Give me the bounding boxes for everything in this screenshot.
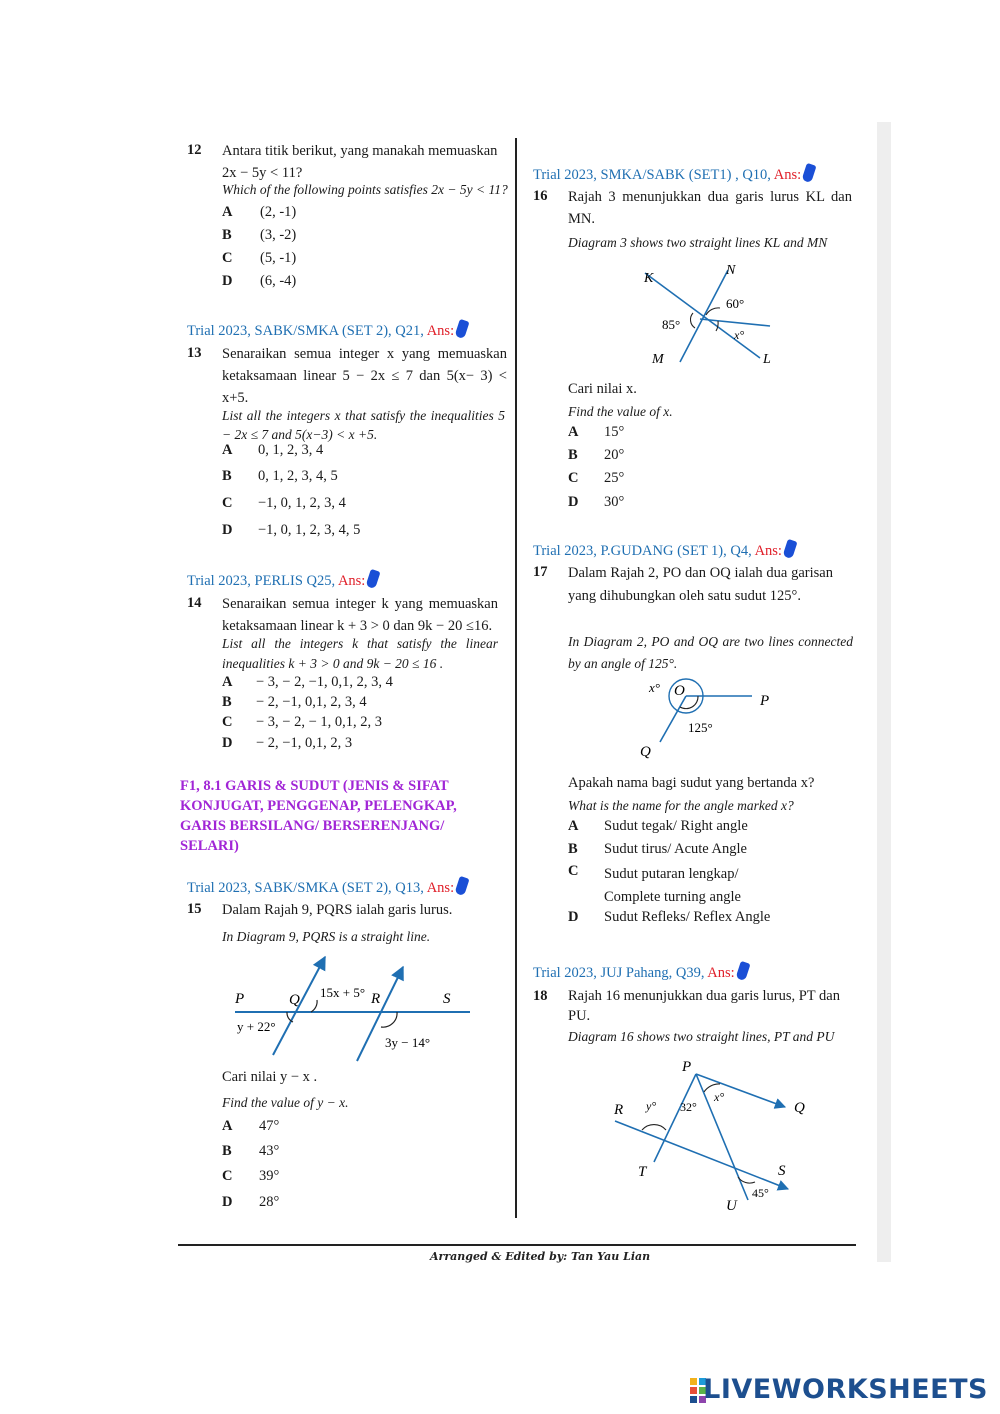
q16-text-en: Diagram 3 shows two straight lines KL and MN xyxy=(568,235,828,250)
option-letter: D xyxy=(222,735,233,751)
q15-source xyxy=(187,877,467,897)
pencil-icon[interactable] xyxy=(366,569,381,589)
pencil-icon[interactable] xyxy=(735,961,750,981)
option-value: − 3, − 2, − 1, 0,1, 2, 3 xyxy=(256,714,383,730)
q18-text-ms: Rajah 16 menunjukkan dua garis lurus, PT dan PU. xyxy=(568,988,840,1024)
q13-text-en: List all the integers x that satisfy the inequalities 5 − 2x ≤ 7 and 5(x−3) < x +5. xyxy=(222,408,505,442)
q12-number: 12 xyxy=(187,142,202,158)
pencil-icon[interactable] xyxy=(802,163,817,183)
option-letter: B xyxy=(568,841,578,857)
option-value: −1, 0, 1, 2, 3, 4 xyxy=(258,495,346,511)
option-letter: A xyxy=(568,424,579,440)
angle-60: 60° xyxy=(726,296,745,311)
option-letter: A xyxy=(222,674,233,690)
option-letter: B xyxy=(222,1143,232,1159)
angle-85: 85° xyxy=(662,317,681,332)
ans-label: Ans: xyxy=(337,573,366,589)
option-value: 15° xyxy=(604,424,625,440)
q18-text-en: Diagram 16 shows two straight lines, PT and PU xyxy=(568,1029,835,1044)
option-value: Sudut tirus/ Acute Angle xyxy=(604,841,747,857)
option-letter: A xyxy=(568,818,579,834)
option-letter: B xyxy=(222,468,232,484)
option-value: 28° xyxy=(259,1194,280,1210)
q16-diagram xyxy=(630,258,790,370)
option-letter: A xyxy=(222,442,233,458)
option-letter: D xyxy=(568,909,579,925)
option-letter: B xyxy=(222,227,232,243)
option-value: 20° xyxy=(604,447,625,463)
label-u: U xyxy=(726,1198,737,1214)
label-t: T xyxy=(638,1164,647,1180)
label-r: R xyxy=(371,991,381,1007)
option-value: 0, 1, 2, 3, 4, 5 xyxy=(258,468,338,484)
angle-15x: 15x + 5° xyxy=(320,985,366,1000)
angle-x-label: x° xyxy=(649,680,660,695)
option-value: 30° xyxy=(604,494,625,510)
option-value: Sudut tegak/ Right angle xyxy=(604,818,748,834)
ans-label: Ans: xyxy=(426,323,455,339)
angle-y: y° xyxy=(646,1099,657,1113)
option-letter: C xyxy=(222,495,233,511)
source-text: Trial 2023, P.GUDANG (SET 1), Q4, xyxy=(533,543,752,559)
angle-y22: y + 22° xyxy=(237,1019,276,1034)
q14-text-en: List all the integers k that satisfy the linear inequalities k + 3 > 0 and 9k − 20 ≤ 16 . xyxy=(222,636,498,671)
option-value: Sudut Refleks/ Reflex Angle xyxy=(604,909,771,925)
pencil-icon[interactable] xyxy=(455,876,470,896)
line-mn xyxy=(680,270,728,362)
option-value: − 2, −1, 0,1, 2, 3, 4 xyxy=(256,694,367,710)
option-letter: A xyxy=(222,1118,233,1134)
q16-source xyxy=(533,164,814,184)
q13-source xyxy=(187,320,467,340)
option-letter: D xyxy=(222,273,233,289)
label-s: S xyxy=(443,991,451,1007)
q17-question-ms: Apakah nama bagi sudut yang bertanda x? xyxy=(568,775,815,791)
option-letter: C xyxy=(568,470,579,486)
label-q: Q xyxy=(794,1100,805,1116)
q13-number: 13 xyxy=(187,345,202,361)
label-q: Q xyxy=(640,744,651,760)
ans-label: Ans: xyxy=(754,543,782,559)
q16-text-ms: Rajah 3 menunjukkan dua garis lurus KL dan MN. xyxy=(568,189,852,227)
option-letter: C xyxy=(222,250,233,266)
ray-oq xyxy=(660,696,686,742)
angle-3y14: 3y − 14° xyxy=(385,1035,431,1050)
q17-number: 17 xyxy=(533,564,548,580)
option-letter: B xyxy=(568,447,578,463)
footer-rule xyxy=(178,1244,856,1246)
pencil-icon[interactable] xyxy=(455,319,470,339)
q14-number: 14 xyxy=(187,595,202,611)
option-letter: C xyxy=(222,1168,233,1184)
option-letter: B xyxy=(222,694,232,710)
q12-text-ms: Antara titik berikut, yang manakah memuaskan 2x − 5y < 11? xyxy=(222,143,498,181)
option-value: 43° xyxy=(259,1143,280,1159)
q17-source xyxy=(533,540,795,560)
label-l: L xyxy=(763,352,771,367)
page-edge-strip xyxy=(877,122,891,1262)
option-value: − 2, −1, 0,1, 2, 3 xyxy=(256,735,353,751)
ans-label: Ans: xyxy=(707,965,735,981)
ans-label: Ans: xyxy=(773,167,802,183)
label-r: R xyxy=(614,1102,624,1118)
q16-number: 16 xyxy=(533,188,548,204)
label-p: P xyxy=(682,1059,692,1075)
option-value: 39° xyxy=(259,1168,280,1184)
q13-text-ms: Senaraikan semua integer x yang memuaskan ketaksamaan linear 5 − 2x ≤ 7 dan 5(x− 3) < x+5. xyxy=(222,346,507,406)
q15-text-en: In Diagram 9, PQRS is a straight line. xyxy=(222,929,431,944)
label-k: K xyxy=(644,271,654,286)
source-text: Trial 2023, SMKA/SABK (SET1) , Q10, xyxy=(533,167,771,183)
q15-text-ms: Dalam Rajah 9, PQRS ialah garis lurus. xyxy=(222,902,453,918)
ray-pq xyxy=(696,1074,785,1107)
option-letter: A xyxy=(222,204,233,220)
ans-label: Ans: xyxy=(426,880,455,896)
column-divider xyxy=(515,138,517,1218)
angle-x: x° xyxy=(734,328,745,342)
q15-diagram xyxy=(225,955,495,1065)
angle-32: 32° xyxy=(680,1100,697,1114)
q17-text-ms: Dalam Rajah 2, PO dan OQ ialah dua garisan yang dihubungkan oleh satu sudut 125°. xyxy=(568,565,833,604)
option-letter: D xyxy=(222,522,233,538)
option-value: (6, -4) xyxy=(260,273,297,289)
label-p: P xyxy=(760,693,770,709)
angle-125: 125° xyxy=(688,720,713,735)
angle-x: x° xyxy=(714,1090,725,1104)
q16-find-en: Find the value of x. xyxy=(568,404,673,419)
q14-source xyxy=(187,570,378,590)
source-text: Trial 2023, PERLIS Q25, xyxy=(187,573,336,589)
option-letter: C xyxy=(568,863,579,879)
option-letter: D xyxy=(568,494,579,510)
q12-text-en: Which of the following points satisfies 2x − 5y < 11? xyxy=(222,182,508,197)
option-letter: D xyxy=(222,1194,233,1210)
line-pt xyxy=(654,1074,696,1162)
section-title: F1, 8.1 GARIS & SUDUT (JENIS & SIFAT KONJUGAT, PENGGENAP, PELENGKAP, GARIS BERSILANG/ BERSERENJANG/ SELARI) xyxy=(180,778,457,854)
label-s: S xyxy=(778,1163,786,1179)
q15-number: 15 xyxy=(187,901,202,917)
angle-45: 45° xyxy=(752,1186,769,1200)
label-o: O xyxy=(674,683,685,699)
q15-find-ms: Cari nilai y − x . xyxy=(222,1069,318,1085)
ray-x xyxy=(700,319,770,326)
label-m: M xyxy=(652,352,664,367)
brand-logo-text: LIVEWORKSHEETS xyxy=(703,1374,988,1405)
label-p: P xyxy=(235,991,245,1007)
q18-source xyxy=(533,962,748,982)
source-text: Trial 2023, SABK/SMKA (SET 2), Q21, xyxy=(187,323,424,339)
option-value: 0, 1, 2, 3, 4 xyxy=(258,442,324,458)
q16-find-ms: Cari nilai x. xyxy=(568,381,637,397)
option-letter: C xyxy=(222,714,233,730)
source-text: Trial 2023, JUJ Pahang, Q39, xyxy=(533,965,705,981)
option-value: Sudut putaran lengkap/ Complete turning angle xyxy=(604,866,741,905)
q18-number: 18 xyxy=(533,988,548,1004)
option-value: (3, -2) xyxy=(260,227,297,243)
q15-find-en: Find the value of y − x. xyxy=(222,1095,349,1110)
label-q: Q xyxy=(289,992,300,1008)
option-value: 47° xyxy=(259,1118,280,1134)
q17-text-en: In Diagram 2, PO and OQ are two lines connected by an angle of 125°. xyxy=(568,634,853,671)
option-value: 25° xyxy=(604,470,625,486)
q14-text-ms: Senaraikan semua integer k yang memuaskan ketaksamaan linear k + 3 > 0 dan 9k − 20 ≤16. xyxy=(222,596,498,634)
q17-question-en: What is the name for the angle marked x? xyxy=(568,798,794,813)
option-value: − 3, − 2, −1, 0,1, 2, 3, 4 xyxy=(256,674,393,690)
q17-diagram xyxy=(640,672,790,762)
footer-credit: Arranged & Edited by: Tan Yau Lian xyxy=(430,1250,651,1263)
option-value: (5, -1) xyxy=(260,250,297,266)
q18-diagram xyxy=(610,1052,825,1217)
label-n: N xyxy=(726,263,736,278)
option-value: −1, 0, 1, 2, 3, 4, 5 xyxy=(258,522,361,538)
source-text: Trial 2023, SABK/SMKA (SET 2), Q13, xyxy=(187,880,424,896)
pencil-icon[interactable] xyxy=(782,539,797,559)
option-value: (2, -1) xyxy=(260,204,297,220)
line-kl xyxy=(645,273,760,358)
